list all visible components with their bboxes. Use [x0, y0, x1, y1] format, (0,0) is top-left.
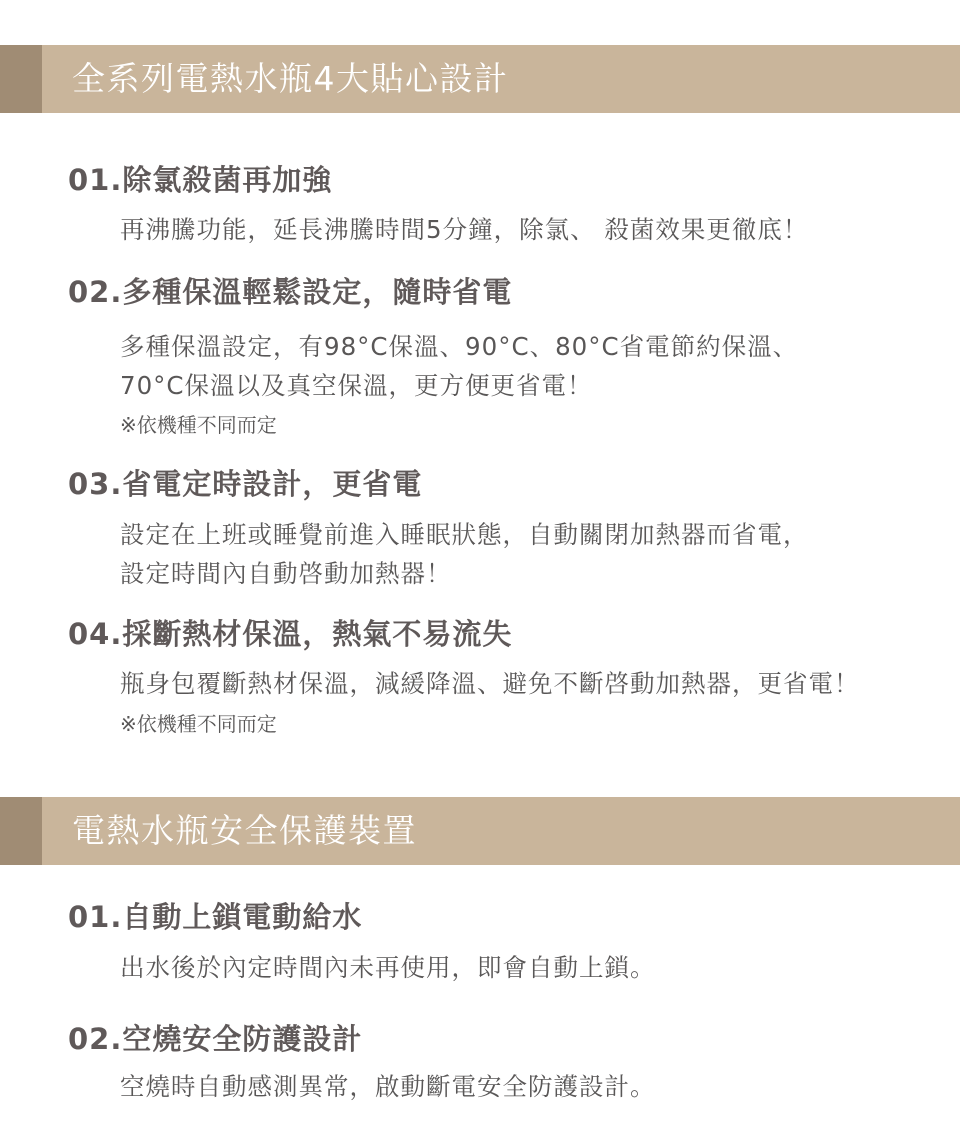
feature-number: 01.: [68, 163, 123, 197]
section-title-features: 全系列電熱水瓶4大貼心設計: [72, 59, 509, 98]
desc-line: 設定時間內自動啓動加熱器！: [120, 559, 452, 588]
feature-heading: 省電定時設計，更省電: [122, 467, 423, 501]
feature-note-04: ※依機種不同而定: [120, 712, 277, 736]
safety-title-01: [68, 899, 362, 935]
desc-line: 瓶身包覆斷熱材保溫，減緩降溫、避免不斷啓動加熱器，更省電！: [120, 669, 860, 698]
feature-title-04: [68, 616, 512, 652]
header-accent-bar: [0, 45, 42, 113]
feature-heading: 多種保溫輕鬆設定，隨時省電: [122, 275, 513, 309]
feature-desc-01: [120, 210, 940, 249]
desc-line: 出水後於內定時間內未再使用，即會自動上鎖。: [120, 953, 656, 982]
section-title-safety: 電熱水瓶安全保護裝置: [72, 811, 417, 850]
safety-desc-02: [120, 1067, 940, 1106]
feature-title-01: [68, 162, 332, 198]
feature-title-02: [68, 274, 512, 310]
feature-title-03: [68, 466, 422, 502]
desc-line: 空燒時自動感測異常，啟動斷電安全防護設計。: [120, 1072, 656, 1101]
safety-desc-01: [120, 948, 940, 987]
feature-number: 02.: [68, 275, 123, 309]
feature-heading: 除氯殺菌再加強: [122, 163, 333, 197]
desc-line: 再沸騰功能，延長沸騰時間5分鐘，除氯、 殺菌效果更徹底！: [120, 215, 809, 244]
feature-desc-04: [120, 664, 940, 703]
desc-line: 設定在上班或睡覺前進入睡眠狀態，自動關閉加熱器而省電，: [120, 520, 809, 549]
feature-desc-03: [120, 515, 940, 593]
safety-heading: 自動上鎖電動給水: [122, 900, 363, 934]
desc-line: 70°C保溫以及真空保溫，更方便更省電！: [120, 371, 593, 400]
safety-number: 02.: [68, 1022, 123, 1056]
header-accent-bar: [0, 797, 42, 865]
feature-heading: 採斷熱材保溫，熱氣不易流失: [122, 617, 513, 651]
section-header-features: [0, 45, 960, 113]
feature-number: 04.: [68, 617, 123, 651]
feature-number: 03.: [68, 467, 123, 501]
safety-heading: 空燒安全防護設計: [122, 1022, 363, 1056]
safety-number: 01.: [68, 900, 123, 934]
section-header-safety: [0, 797, 960, 865]
feature-desc-02: [120, 327, 940, 405]
safety-title-02: [68, 1021, 362, 1057]
feature-note-02: ※依機種不同而定: [120, 413, 277, 437]
desc-line: 多種保溫設定，有98°C保溫、90°C、80°C省電節約保溫、: [120, 332, 799, 361]
